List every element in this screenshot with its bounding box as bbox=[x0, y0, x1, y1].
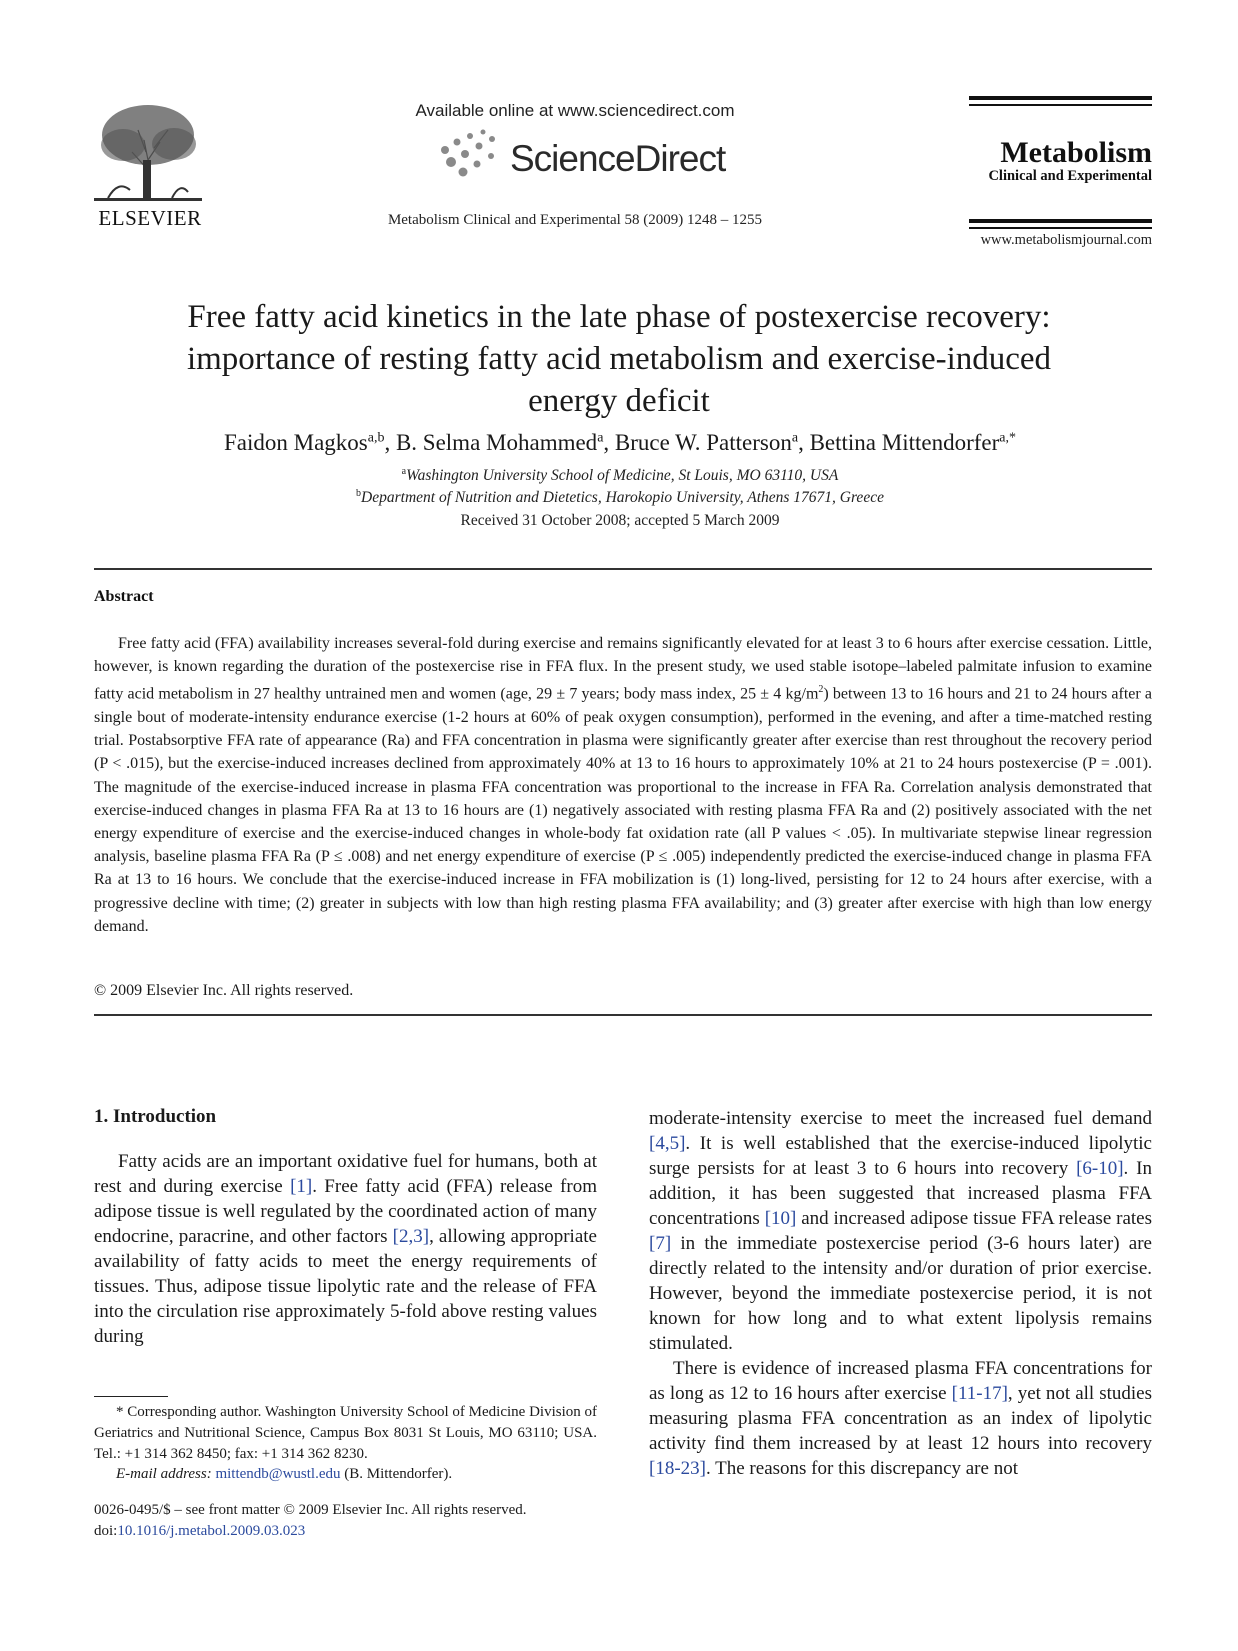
email-footnote bbox=[94, 1466, 597, 1483]
abstract-text-part: Free fatty acid (FFA) availability increases several-fold during exercise and remains significantly elevated for at least 3 to 6 hours after exercise cessation. Little, however, is known regarding the duration of the postexercise rise in FFA flux. In the present study, we used stable isotope–labeled palmitate infusion to examine fatty acid metabolism in 27 healthy untrained men and women (age, 29 ± 7 years; body mass index, 25 ± 4 kg/m bbox=[94, 635, 1152, 703]
author-name[interactable]: Bruce W. Patterson bbox=[614, 430, 792, 455]
section-heading-introduction: 1. Introduction bbox=[94, 1106, 217, 1127]
abstract-copyright: © 2009 Elsevier Inc. All rights reserved. bbox=[94, 982, 354, 999]
title-line: importance of resting fatty acid metabolism and exercise-induced bbox=[186, 341, 1052, 377]
author-affiliation-mark: a,b bbox=[367, 430, 385, 446]
author-affiliation-mark: a,* bbox=[999, 430, 1016, 446]
affiliation bbox=[88, 466, 1152, 485]
citation-link[interactable]: [1] bbox=[290, 1176, 313, 1197]
citation-link[interactable]: [2,3] bbox=[392, 1226, 430, 1247]
text-run: , allowing appropriate availability of fatty acids to meet the energy requirements of tissues. Thus, adipose tissue lipolytic rate and the release of FFA into the circulation rise approximately 5-fold above resting values during bbox=[94, 1226, 597, 1347]
corresponding-author-footnote: * Corresponding author. Washington University School of Medicine Division of Geriatrics and Nutritional Science, Campus Box 8031 St Louis, MO 63110; USA. Tel.: +1 314 362 8450; fax: +1 314 362 8230. bbox=[94, 1404, 597, 1462]
article-title bbox=[110, 296, 1128, 422]
author-name[interactable]: Faidon Magkos bbox=[223, 430, 368, 455]
citation-link[interactable]: [7] bbox=[649, 1233, 672, 1254]
affiliation-mark: b bbox=[356, 488, 362, 499]
title-line: energy deficit bbox=[528, 383, 710, 419]
text-run: . It is well established that the exercise-induced lipolytic surge persists for at least 3 to 6 hours into recovery bbox=[649, 1133, 1152, 1179]
text-run: , yet not all studies measuring plasma FFA concentration as an index of lipolytic activity find them increased by at least 12 hours into recovery bbox=[649, 1383, 1153, 1454]
journal-subtitle: Clinical and Experimental bbox=[988, 168, 1152, 184]
abstract-superscript: 2 bbox=[818, 684, 824, 696]
citation-link[interactable]: [6-10] bbox=[1076, 1158, 1124, 1179]
text-run: . Free fatty acid (FFA) release from adipose tissue is well regulated by the coordinated action of many endocrine, paracrine, and other factors bbox=[94, 1176, 597, 1247]
email-label: E-mail address: bbox=[116, 1466, 212, 1482]
journal-rule-bottom-thin bbox=[969, 227, 1152, 229]
paragraph bbox=[649, 1106, 1152, 1356]
divider bbox=[94, 1014, 1152, 1016]
author-list: Faidon Magkos$^{a,b}$, B. Selma Mohammed$^a$, Bruce W. Patterson$^a$, Bettina Mittendorfer$^{a,*}$ bbox=[223, 430, 1016, 455]
affiliation-text: Washington University School of Medicine, St Louis, MO 63110, USA bbox=[406, 467, 839, 485]
email-owner: (B. Mittendorfer). bbox=[344, 1466, 453, 1482]
divider bbox=[94, 568, 1152, 570]
email-link[interactable]: mittendb@wustl.edu bbox=[215, 1466, 341, 1482]
left-column bbox=[94, 1149, 597, 1349]
footnote-rule bbox=[94, 1396, 168, 1397]
affiliation-text: Department of Nutrition and Dietetics, Harokopio University, Athens 17671, Greece bbox=[361, 489, 884, 507]
text-run: and increased adipose tissue FFA release rates bbox=[796, 1208, 1153, 1229]
author-affiliation-mark: a bbox=[791, 430, 799, 446]
citation-link[interactable]: [10] bbox=[764, 1208, 797, 1229]
abstract-text-part: ) between 13 to 16 hours and 21 to 24 hours after a single bout of moderate-intensity endurance exercise (1-2 hours at 60% of peak oxygen consumption), performed in the evening, and after a time-matched resting trial. Postabsorptive FFA rate of appearance (Ra) and FFA concentration in plasma were significantly greater after exercise than rest throughout the recovery period (P < .015), but the exercise-induced increases declined from approximately 40% at 13 to 16 hours to approximately 10% at 21 to 24 hours postexercise (P = .001). The magnitude of the exercise-induced increase in plasma FFA concentration was proportional to the increase in FFA Ra. Correlation analysis demonstrated that exercise-induced changes in plasma FFA Ra at 13 to 16 hours are (1) negatively associated with resting plasma FFA Ra and (2) positively associated with the net energy expenditure of exercise and the exercise-induced changes in whole-body fat oxidation rate (all P values < .05). In multivariate stepwise linear regression analysis, baseline plasma FFA Ra (P ≤ .008) and net energy expenditure of exercise (P ≤ .005) independently predicted the exercise-induced change in plasma FFA Ra at 13 to 16 hours. We conclude that the exercise-induced increase in FFA mobilization is (1) long-lived, persisting for 12 to 24 hours after exercise, with a progressive decline with time; (2) greater in subjects with low than high resting plasma FFA availability; and (3) greater after exercise with high than low energy demand. bbox=[94, 685, 1152, 935]
sciencedirect-wordmark: ScienceDirect bbox=[510, 138, 726, 179]
doi-link[interactable]: 10.1016/j.metabol.2009.03.023 bbox=[117, 1523, 306, 1539]
paragraph bbox=[94, 1149, 597, 1349]
publisher-wordmark: ELSEVIER bbox=[98, 206, 202, 230]
available-online-text[interactable]: Available online at www.sciencedirect.com bbox=[415, 101, 735, 120]
text-run: . In addition, it has been suggested that increased plasma FFA concentrations bbox=[649, 1158, 1152, 1229]
abstract-heading: Abstract bbox=[94, 588, 154, 605]
received-dates: Received 31 October 2008; accepted 5 March 2009 bbox=[460, 512, 780, 529]
journal-rule-top-thin bbox=[969, 104, 1152, 106]
journal-name: Metabolism bbox=[1000, 136, 1152, 169]
text-run: in the immediate postexercise period (3-6 hours later) are directly related to the intensity and/or duration of prior exercise. However, beyond the immediate postexercise period, it is not known for how long and to what extent lipolysis remains stimulated. bbox=[649, 1233, 1152, 1354]
paragraph bbox=[649, 1356, 1152, 1481]
front-matter-info bbox=[94, 1500, 597, 1542]
journal-rule-top bbox=[969, 96, 1152, 100]
author-affiliation-mark: a bbox=[597, 430, 604, 446]
text-run: There is evidence of increased plasma FFA concentrations for as long as 12 to 16 hours after exercise bbox=[649, 1358, 1152, 1404]
doi-line bbox=[94, 1521, 597, 1542]
journal-citation: Metabolism Clinical and Experimental 58 (2009) 1248 – 1255 bbox=[387, 212, 763, 228]
doi-label: doi: bbox=[94, 1523, 118, 1539]
citation-link[interactable]: [4,5] bbox=[649, 1133, 686, 1154]
journal-rule-bottom bbox=[969, 219, 1152, 223]
abstract-body bbox=[94, 632, 1152, 938]
affiliation-mark: a bbox=[401, 466, 407, 477]
text-run: Fatty acids are an important oxidative fuel for humans, both at rest and during exercise bbox=[94, 1151, 597, 1197]
journal-url-link[interactable]: www.metabolismjournal.com bbox=[980, 232, 1152, 248]
author-name[interactable]: B. Selma Mohammed bbox=[395, 430, 598, 455]
title-line: Free fatty acid kinetics in the late phase of postexercise recovery: bbox=[187, 299, 1051, 335]
text-run: moderate-intensity exercise to meet the increased fuel demand bbox=[649, 1108, 1152, 1129]
front-matter-line: 0026-0495/$ – see front matter © 2009 Elsevier Inc. All rights reserved. bbox=[94, 1502, 527, 1518]
right-column bbox=[649, 1106, 1152, 1481]
author-name[interactable]: Bettina Mittendorfer bbox=[809, 430, 1000, 455]
citation-link[interactable]: [18-23] bbox=[649, 1458, 706, 1479]
affiliation bbox=[88, 488, 1152, 507]
text-run: . The reasons for this discrepancy are not bbox=[705, 1458, 1018, 1479]
citation-link[interactable]: [11-17] bbox=[951, 1383, 1008, 1404]
